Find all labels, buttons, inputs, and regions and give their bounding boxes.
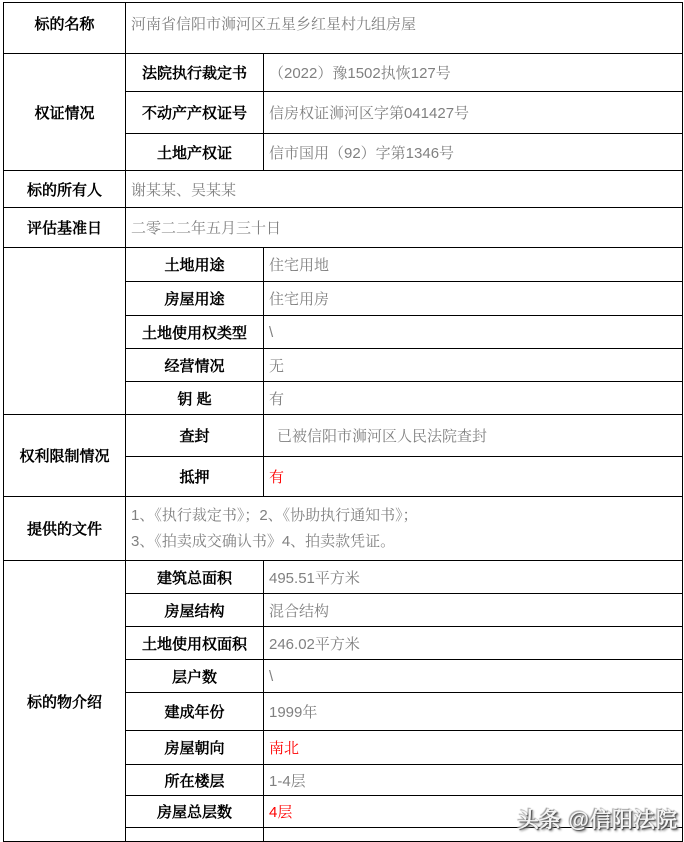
label-usage-group-empty [4,248,126,415]
field-label-property-cert-number: 不动产产权证号 [126,92,264,134]
table-row [4,561,683,594]
field-label-house-orientation: 房屋朝向 [126,731,264,765]
field-value-keys: 有 [264,382,683,415]
toutiao-watermark: 头条 @信阳法院 [517,809,678,832]
field-label-house-use: 房屋用途 [126,282,264,316]
empty-cell [126,828,264,842]
property-info-table [3,2,683,842]
label-provided-documents: 提供的文件 [4,497,126,561]
field-value-land-cert-number: 信市国用（92）字第1346号 [264,134,683,171]
field-label-court-ruling-number: 法院执行裁定书 [126,54,264,92]
field-label-land-use-right-type: 土地使用权类型 [126,316,264,349]
table-row [4,171,683,208]
field-label-land-cert-number: 土地产权证 [126,134,264,171]
table-row [4,208,683,248]
field-value-house-orientation: 南北 [264,731,683,765]
field-label-keys: 钥 匙 [126,382,264,415]
provided-documents-line-2: 3、《拍卖成交确认书》4、拍卖款凭证。 [131,532,396,550]
field-label-seizure: 查封 [126,415,264,457]
provided-documents-line-1: 1、《执行裁定书》；2、《协助执行通知书》； [131,506,418,524]
field-value-build-year: 1999年 [264,693,683,731]
table-row [4,54,683,92]
field-label-building-area: 建筑总面积 [126,561,264,594]
field-value-house-use: 住宅用房 [264,282,683,316]
field-value-land-use-right-type: \ [264,316,683,349]
label-subject-introduction: 标的物介绍 [4,561,126,842]
value-valuation-date: 二零二二年五月三十日 [126,208,683,248]
field-value-located-floors: 1-4层 [264,765,683,796]
field-label-mortgage: 抵押 [126,457,264,497]
value-provided-documents [126,497,683,561]
field-label-total-floors: 房屋总层数 [126,796,264,828]
label-subject-name: 标的名称 [4,3,126,54]
field-value-operation-status: 无 [264,349,683,382]
table-row [4,3,683,54]
field-value-house-structure: 混合结构 [264,594,683,627]
field-value-land-use: 住宅用地 [264,248,683,282]
field-value-mortgage: 有 [264,457,683,497]
table-row [4,415,683,457]
field-value-property-cert-number: 信房权证浉河区字第041427号 [264,92,683,134]
value-subject-name: 河南省信阳市浉河区五星乡红星村九组房屋 [126,3,683,54]
field-value-building-area: 495.51平方米 [264,561,683,594]
field-value-court-ruling-number: （2022）豫1502执恢127号 [264,54,683,92]
field-label-located-floors: 所在楼层 [126,765,264,796]
table-row [4,497,683,561]
field-value-land-use-right-area: 246.02平方米 [264,627,683,660]
label-subject-owner: 标的所有人 [4,171,126,208]
value-subject-owner: 谢某某、吴某某 [126,171,683,208]
label-certificate-status: 权证情况 [4,54,126,171]
table-row [4,248,683,282]
field-label-operation-status: 经营情况 [126,349,264,382]
field-value-total-floors: 4层 [264,796,683,828]
label-rights-restriction: 权利限制情况 [4,415,126,497]
field-value-seizure: 已被信阳市浉河区人民法院查封 [264,415,683,457]
field-label-land-use-right-area: 土地使用权面积 [126,627,264,660]
field-label-build-year: 建成年份 [126,693,264,731]
field-label-floor-household-count: 层户数 [126,660,264,693]
field-label-house-structure: 房屋结构 [126,594,264,627]
field-value-floor-household-count: \ [264,660,683,693]
field-label-land-use: 土地用途 [126,248,264,282]
label-valuation-date: 评估基准日 [4,208,126,248]
